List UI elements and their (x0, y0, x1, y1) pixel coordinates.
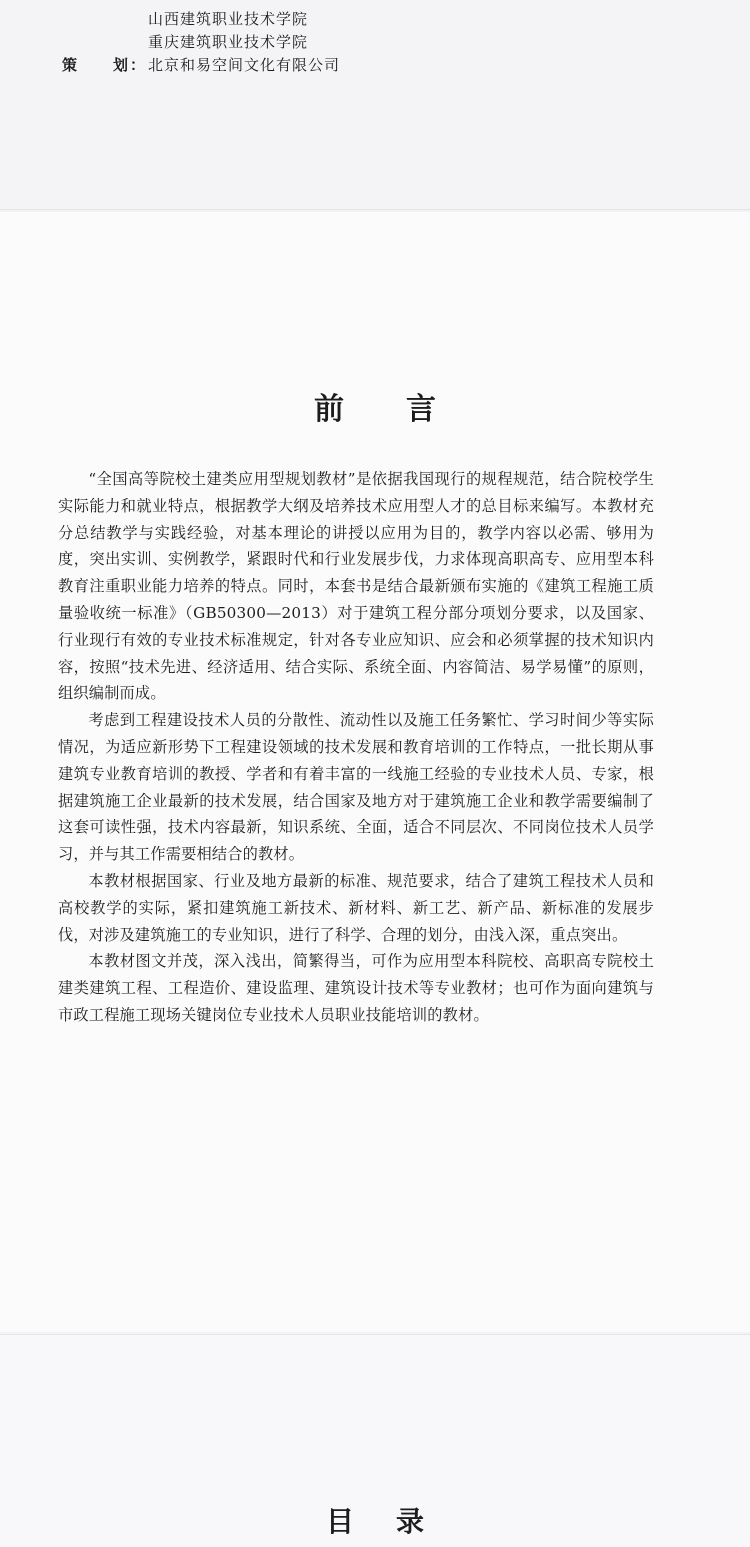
preface-body (58, 466, 654, 1029)
author-line-1: 山西建筑职业技术学院 (148, 10, 309, 28)
preface-heading: 前言 (314, 392, 498, 427)
planning-value: 北京和易空间文化有限公司 (148, 56, 341, 74)
author-line-2: 重庆建筑职业技术学院 (148, 33, 309, 51)
preface-paragraph-4: 本教材图文并茂，深入浅出，简繁得当，可作为应用型本科院校、高职高专院校土建类建筑工程、工程造价、建设监理、建筑设计技术等专业教材；也可作为面向建筑与市政工程施工现场关键岗位专业技术人员职业技能培训的教材。 (58, 952, 654, 1024)
preface-paragraph-3: 本教材根据国家、行业及地方最新的标准、规范要求，结合了建筑工程技术人员和高校教学的实际，紧扣建筑施工新技术、新材料、新工艺、新产品、新标准的发展步伐，对涉及建筑施工的专业知识，进行了科学、合理的划分，由浅入深，重点突出。 (58, 871, 654, 944)
top-page (0, 0, 750, 210)
toc-heading: 目录 (325, 1505, 466, 1538)
preface-paragraph-1: “全国高等院校土建类应用型规划教材”是依据我国现行的规程规范，结合院校学生实际能力和就业特点，根据教学大纲及培养技术应用型人才的总目标来编写。本教材充分总结教学与实践经验，对基本理论的讲授以应用为目的，教学内容以必需、够用为度，突出实训、实例教学，紧跟时代和行业发展步伐，力求体现高职高专、应用型本科教育注重职业能力培养的特点。同时，本套书是结合最新颁布实施的《建筑工程施工质量验收统一标准》（GB50300—2013）对于建筑工程分部分项划分要求，以及国家、行业现行有效的专业技术标准规定，针对各专业应知识、应会和必须掌握的技术知识内容，按照“技术先进、经济适用、结合实际、系统全面、内容简洁、易学易懂”的原则，组织编制而成。 (58, 470, 654, 703)
planning-label: 策 划： (62, 56, 148, 74)
preface-paragraph-2: 考虑到工程建设技术人员的分散性、流动性以及施工任务繁忙、学习时间少等实际情况，为适应新形势下工程建设领域的技术发展和教育培训的工作特点，一批长期从事建筑专业教育培训的教授、学者和有着丰富的一线施工经验的专业技术人员、专家，根据建筑施工企业最新的技术发展，结合国家及地方对于建筑施工企业和教学需要编制了这套可读性强，技术内容最新，知识系统、全面，适合不同层次、不同岗位技术人员学习，并与其工作需要相结合的教材。 (58, 711, 654, 864)
